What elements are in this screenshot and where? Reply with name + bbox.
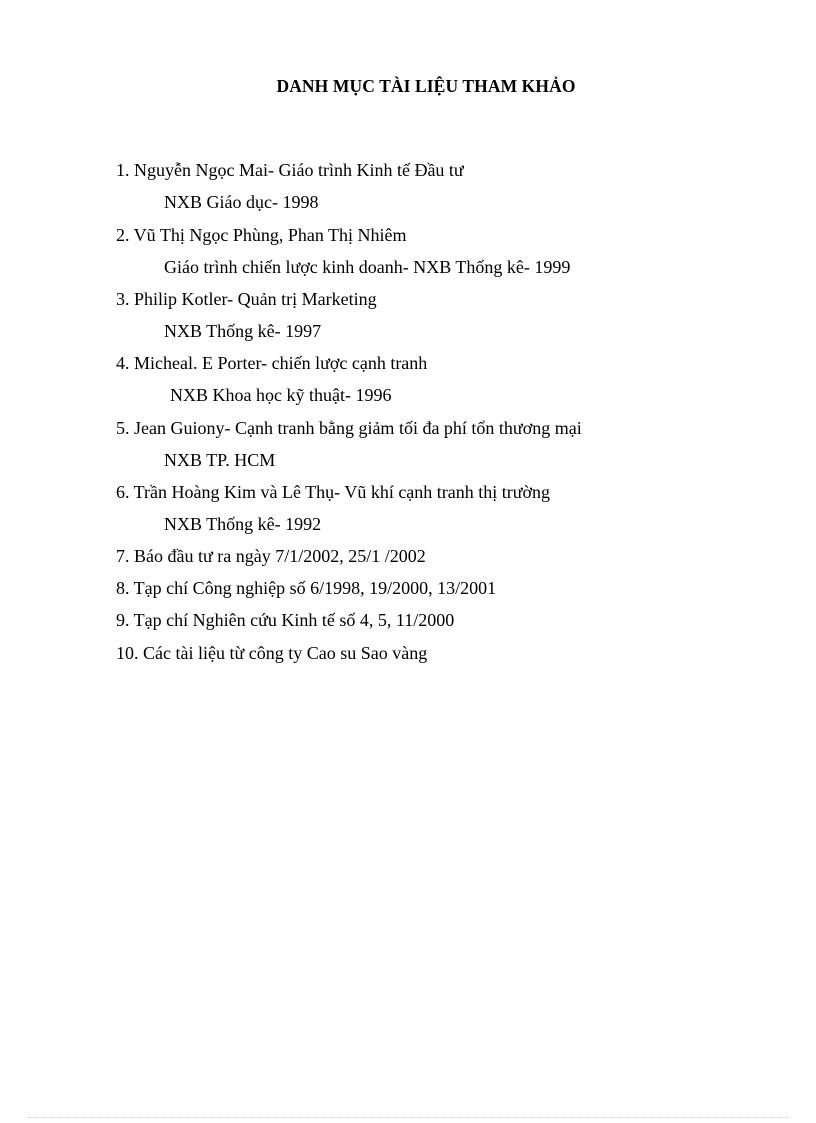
reference-7: 7. Báo đầu tư ra ngày 7/1/2002, 25/1 /2002 — [116, 546, 426, 566]
reference-6-publisher: NXB Thống kê- 1992 — [164, 514, 322, 534]
reference-4: 4. Micheal. E Porter- chiến lược cạnh tranh — [116, 353, 428, 373]
reference-8: 8. Tạp chí Công nghiệp số 6/1998, 19/2000, 13/2001 — [116, 578, 497, 598]
reference-2: 2. Vũ Thị Ngọc Phùng, Phan Thị Nhiêm — [116, 225, 407, 245]
reference-1: 1. Nguyễn Ngọc Mai- Giáo trình Kinh tế Đầu tư — [116, 160, 464, 180]
reference-6: 6. Trần Hoàng Kim và Lê Thụ- Vũ khí cạnh tranh thị trường — [116, 482, 551, 502]
page-title: DANH MỤC TÀI LIỆU THAM KHẢO — [276, 76, 576, 96]
reference-3-publisher: NXB Thống kê- 1997 — [164, 321, 322, 341]
reference-3: 3. Philip Kotler- Quản trị Marketing — [116, 289, 377, 309]
reference-10: 10. Các tài liệu từ công ty Cao su Sao vàng — [116, 643, 428, 663]
reference-2-publisher: Giáo trình chiến lược kinh doanh- NXB Thống kê- 1999 — [164, 257, 571, 277]
reference-4-publisher: NXB Khoa học kỹ thuật- 1996 — [170, 385, 392, 405]
reference-5: 5. Jean Guiony- Cạnh tranh bằng giảm tối đa phí tổn thương mại — [116, 418, 582, 438]
reference-5-publisher: NXB TP. HCM — [164, 450, 276, 470]
reference-1-publisher: NXB Giáo dục- 1998 — [164, 192, 319, 212]
page-bottom-divider — [28, 1117, 788, 1118]
reference-9: 9. Tạp chí Nghiên cứu Kinh tế số 4, 5, 11/2000 — [116, 610, 455, 630]
